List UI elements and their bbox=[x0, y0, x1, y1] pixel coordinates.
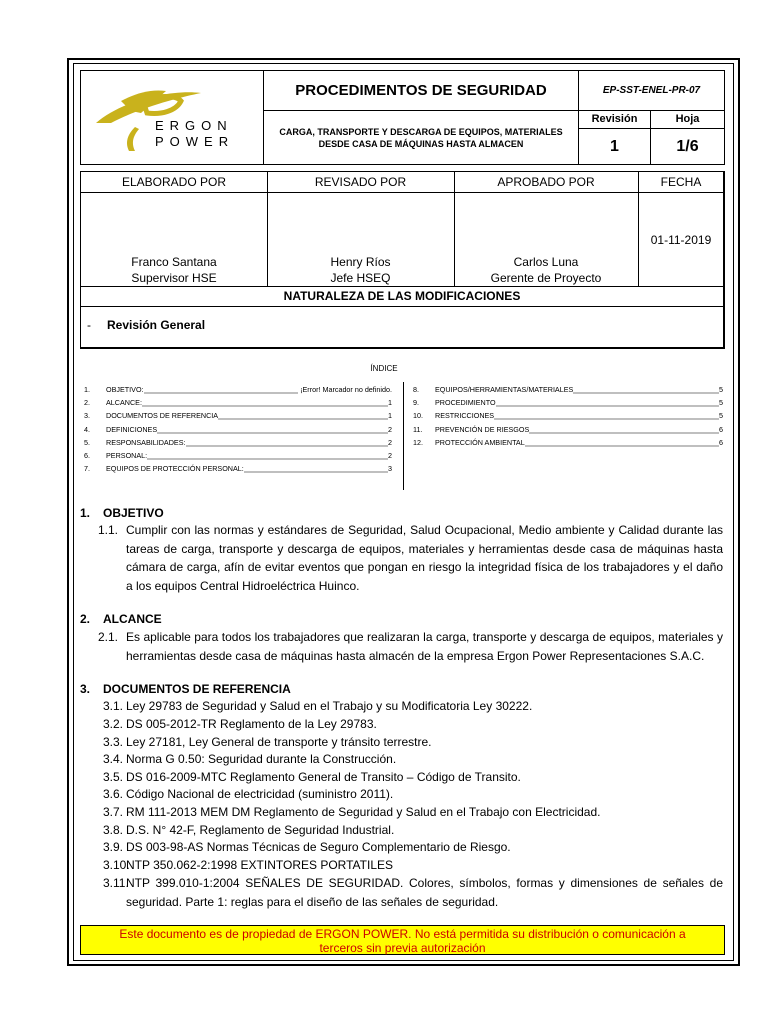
index-row[interactable]: 2. ALCANCE: 1 bbox=[84, 396, 392, 409]
document-code: EP-SST-ENEL-PR-07 bbox=[579, 71, 724, 111]
svg-text:POWER: POWER bbox=[155, 134, 235, 149]
modification-item bbox=[87, 318, 205, 332]
footer-line-2: terceros sin previa autorización bbox=[319, 941, 486, 955]
modification-dash: - bbox=[87, 318, 91, 332]
index-right-column bbox=[413, 383, 723, 449]
reference-item: 3.10.NTP 350.062-2:1998 EXTINTORES PORTATILES bbox=[103, 858, 394, 872]
reference-item: 3.3. Ley 27181, Ley General de transporte y tránsito terrestre. bbox=[103, 735, 432, 749]
revisado-role: Jefe HSEQ bbox=[330, 271, 391, 285]
revision-value: 1 bbox=[579, 129, 651, 164]
reference-item: 3.7. RM 111-2013 MEM DM Reglamento de Seguridad y Salud en el Trabajo con Electricidad. bbox=[103, 805, 601, 819]
footer-line-1: Este documento es de propiedad de ERGON POWER. No está permitida su distribución o comunicación a bbox=[119, 927, 686, 941]
paragraph-alcance: 2.1. Es aplicable para todos los trabajadores que realizaran la carga, transporte y descarga de equipos, materiales y herramientas desde casa de máquinas hasta almacén de la empresa Ergon Power Representaciones S.A.C. bbox=[98, 630, 723, 663]
index-row[interactable]: 11. PREVENCIÓN DE RIESGOS 6 bbox=[413, 423, 723, 436]
fecha-value: 01-11-2019 bbox=[650, 233, 712, 247]
header-revisado: REVISADO POR bbox=[314, 175, 407, 189]
document-title: PROCEDIMENTOS DE SEGURIDAD bbox=[264, 71, 579, 111]
aprobado-name: Carlos Luna bbox=[513, 255, 579, 269]
revision-label: Revisión bbox=[579, 111, 651, 129]
index-row[interactable]: 7. EQUIPOS DE PROTECCIÓN PERSONAL: 3 bbox=[84, 462, 392, 475]
index-row[interactable]: 6. PERSONAL: 2 bbox=[84, 449, 392, 462]
confidentiality-footer bbox=[80, 925, 725, 955]
index-title: ÍNDICE bbox=[370, 364, 398, 373]
index-row[interactable]: 5. RESPONSABILIDADES: 2 bbox=[84, 436, 392, 449]
elaborado-name: Franco Santana bbox=[131, 255, 217, 269]
header-elaborado: ELABORADO POR bbox=[121, 175, 227, 189]
index-row[interactable]: 9. PROCEDIMIENTO 5 bbox=[413, 396, 723, 409]
section-heading-objetivo: 1. OBJETIVO bbox=[80, 506, 164, 520]
header-aprobado: APROBADO POR bbox=[497, 175, 595, 189]
index-left-column bbox=[84, 383, 392, 475]
header-fecha: FECHA bbox=[660, 175, 702, 189]
reference-item: 3.4. Norma G 0.50: Seguridad durante la Construcción. bbox=[103, 752, 397, 766]
index-divider bbox=[403, 382, 404, 490]
section-heading-documentos: 3. DOCUMENTOS DE REFERENCIA bbox=[80, 682, 291, 696]
reference-item: 3.6. Código Nacional de electricidad (suministro 2011). bbox=[103, 787, 394, 801]
svg-text:ERGON: ERGON bbox=[155, 118, 233, 133]
reference-item: 3.5. DS 016-2009-MTC Reglamento General de Transito – Código de Transito. bbox=[103, 770, 521, 784]
elaborado-role: Supervisor HSE bbox=[131, 271, 217, 285]
index-row[interactable]: 3. DOCUMENTOS DE REFERENCIA 1 bbox=[84, 409, 392, 422]
aprobado-role: Gerente de Proyecto bbox=[490, 271, 602, 285]
index-row[interactable]: 12. PROTECCIÓN AMBIENTAL 6 bbox=[413, 436, 723, 449]
hoja-label: Hoja bbox=[651, 111, 724, 129]
reference-item: 3.1. Ley 29783 de Seguridad y Salud en el Trabajo y su Modificatoria Ley 30222. bbox=[103, 699, 533, 713]
paragraph-objetivo: 1.1. Cumplir con las normas y estándares de Seguridad, Salud Ocupacional, Medio ambiente y Calidad durante las tareas de carga, transporte y descarga de equipos, materiales y herramientas desde casa de máquinas hasta cámara de carga, afín de evitar eventos que pongan en riesgo la integridad física de los trabajadores y el daño a los equipos Central Hidroeléctrica Huinco. bbox=[98, 523, 723, 593]
reference-item: 3.8. D.S. N° 42-F, Reglamento de Seguridad Industrial. bbox=[103, 823, 395, 837]
hoja-value: 1/6 bbox=[676, 138, 699, 155]
section-heading-alcance: 2. ALCANCE bbox=[80, 612, 162, 626]
document-header bbox=[80, 70, 725, 165]
index-row[interactable]: 10. RESTRICCIONES 5 bbox=[413, 409, 723, 422]
approval-table bbox=[80, 171, 725, 349]
logo-cell bbox=[81, 71, 264, 164]
reference-item: 3.2. DS 005-2012-TR Reglamento de la Ley 29783. bbox=[103, 717, 377, 731]
reference-item: 3.9. DS 003-98-AS Normas Técnicas de Seguro Complementario de Riesgo. bbox=[103, 840, 511, 854]
reference-item-last: 3.11. NTP 399.010-1:2004 SEÑALES DE SEGURIDAD. Colores, símbolos, formas y dimensiones de señales de seguridad. Parte 1: reglas para el diseño de las señales de seguridad. bbox=[103, 876, 723, 909]
nature-title: NATURALEZA DE LAS MODIFICACIONES bbox=[283, 289, 521, 303]
index-row[interactable]: 1. OBJETIVO: ¡Error! Marcador no definido. bbox=[84, 383, 392, 396]
ergon-power-logo-icon bbox=[81, 71, 264, 164]
modification-text: Revisión General bbox=[107, 318, 206, 332]
revisado-name: Henry Ríos bbox=[330, 255, 391, 269]
document-subtitle: CARGA, TRANSPORTE Y DESCARGA DE EQUIPOS, MATERIALES DESDE CASA DE MÁQUINAS HASTA ALMACEN bbox=[264, 111, 579, 164]
index-row[interactable]: 8. EQUIPOS/HERRAMIENTAS/MATERIALES 5 bbox=[413, 383, 723, 396]
index-row[interactable]: 4. DEFINICIONES 2 bbox=[84, 423, 392, 436]
